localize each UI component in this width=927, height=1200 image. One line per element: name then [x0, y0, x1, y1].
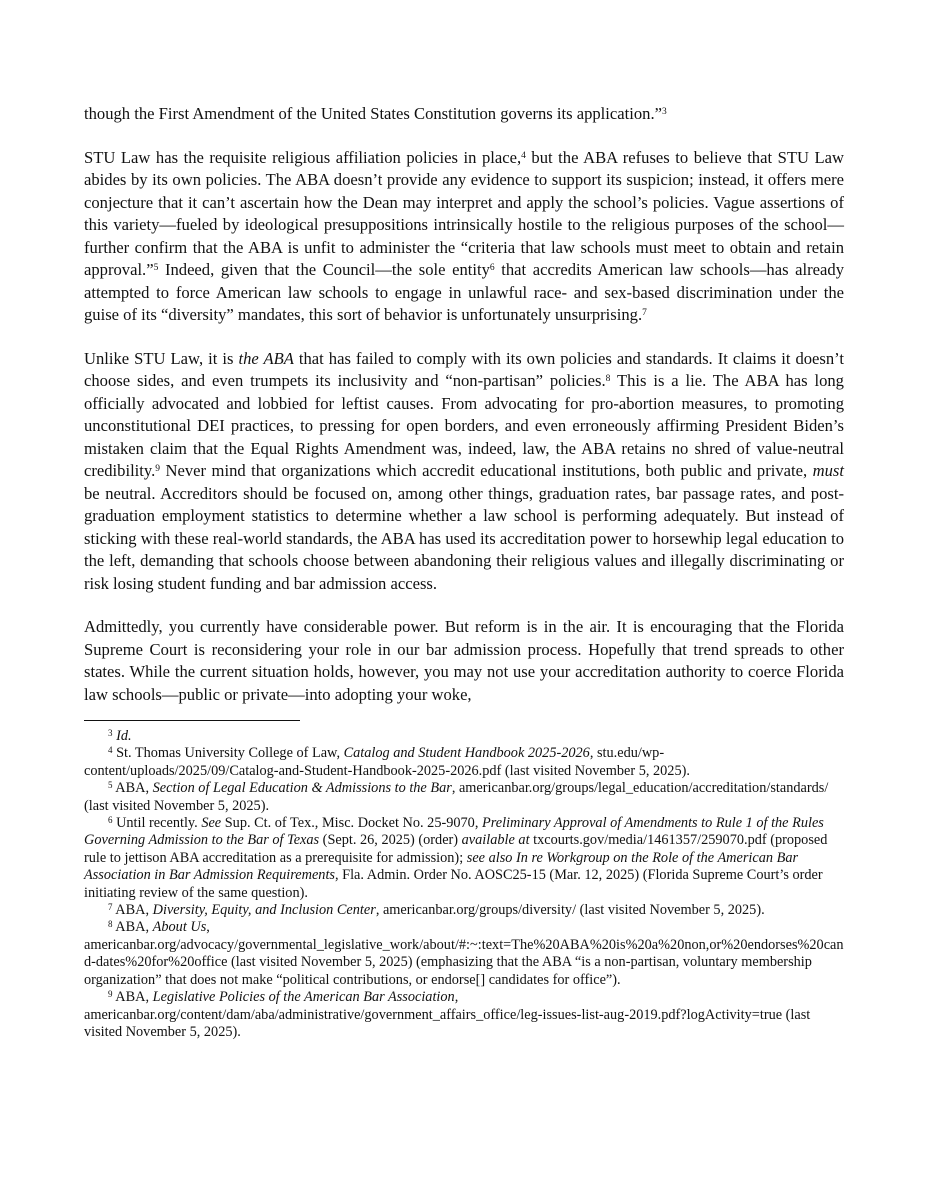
- italic-text: Diversity, Equity, and Inclusion Center: [152, 902, 376, 919]
- text-run: STU Law has the requisite religious affiliation policies in place,: [84, 147, 522, 167]
- italic-text: the ABA: [238, 348, 294, 368]
- text-run: , stu.edu/wp-content/uploads/2025/09/Catalog-and-Student-Handbook-2025-2026.pdf (last visited November 5, 2025).: [84, 745, 690, 779]
- italic-text: Catalog and Student Handbook 2025-2026: [343, 745, 590, 762]
- italic-text: see also In re Workgroup on the Role of the American Bar Association in Bar Admission Requirements: [84, 849, 799, 884]
- text-run: , americanbar.org/groups/legal_education/accreditation/standards/ (last visited November 5, 2025).: [84, 780, 829, 814]
- footnotes: [84, 728, 844, 1041]
- body-text: [84, 103, 844, 727]
- italic-text: must: [812, 461, 844, 480]
- text-run: ABA,: [115, 780, 153, 797]
- body-paragraph: [84, 348, 844, 596]
- text-run: ABA,: [115, 902, 153, 919]
- text-run: Sup. Ct. of Tex., Misc. Docket No. 25-9070,: [221, 815, 482, 832]
- text-run: (Sept. 26, 2025) (order): [319, 832, 462, 849]
- text-run: , americanbar.org/content/dam/aba/administrative/government_affairs_office/leg-issues-list-aug-2019.pdf?logActivity=true (last visited November 5, 2025).: [84, 989, 811, 1040]
- text-run: though the First Amendment of the United States Constitution governs its application.”: [84, 104, 662, 123]
- footnote-8: [84, 919, 844, 989]
- italic-text: See: [201, 815, 222, 832]
- footnote-number: 5: [108, 780, 113, 791]
- text-run: Never mind that organizations which accredit educational institutions, both public and private,: [160, 461, 813, 480]
- footnote-number: 8: [108, 919, 113, 930]
- footnote-ref: 7: [642, 308, 647, 318]
- footnote-ref: 5: [153, 263, 159, 273]
- footnote-ref: 4: [521, 150, 526, 161]
- body-paragraph: [84, 103, 844, 126]
- footnote-ref: 8: [605, 374, 611, 384]
- text-run: , americanbar.org/advocacy/governmental_legislative_work/about/#:~:text=The%20ABA%20is%20a%20non,or%20endorses%20cand-dates%20for%20office (last visited November 5, 2025) (emphasizing that the ABA “is a non-partisan, voluntary membership organization” that does not make “political contributions, or endorse[] candidates for office”).: [84, 919, 844, 988]
- footnote-3: [84, 728, 844, 745]
- footnote-number: 4: [108, 745, 113, 756]
- italic-text: Legislative Policies of the American Bar Association: [152, 989, 455, 1006]
- footnote-number: 3: [108, 728, 113, 738]
- text-run: Admittedly, you currently have considerable power. But reform is in the air. It is encouraging that the Florida Supreme Court is reconsidering your role in our bar admission process. Hopefully that trend spreads to other states. While the current situation holds, however, you may not use your accreditation authority to coerce Florida law schools—public or private—into adopting your woke,: [84, 617, 844, 704]
- text-run: Indeed, given that the Council—the sole entity: [158, 260, 490, 279]
- footnote-4: [84, 745, 844, 780]
- text-run: This is a lie. The ABA has long officially advocated and lobbied for leftist causes. From advocating for pro-abortion measures, to promoting unconstitutional DEI practices, to pressing for open borders, and even erroneously affirming President Biden’s mistaken claim that the Equal Rights Amendment was, indeed, law, the ABA retains no shred of value-neutral credibility.: [84, 371, 844, 480]
- footnote-ref: 9: [155, 464, 161, 474]
- footnote-5: [84, 780, 844, 815]
- text-run: , Fla. Admin. Order No. AOSC25-15 (Mar. 12, 2025) (Florida Supreme Court’s order initiating review of the same question).: [84, 867, 823, 901]
- italic-text: Preliminary Approval of Amendments to Rule 1 of the Rules Governing Admission to the Bar of Texas: [84, 815, 824, 849]
- footnote-ref: 3: [661, 107, 667, 117]
- footnote-ref: 6: [489, 263, 495, 273]
- text-run: be neutral. Accreditors should be focused on, among other things, graduation rates, bar passage rates, and post-graduation employment statistics to determine whether a law school is performing adequately. But instead of sticking with these real-world standards, the ABA has used its accreditation power to horsewhip legal education to the left, demanding that schools choose between abandoning their religious values and illegally discriminating or risk losing student funding and bar admission access.: [84, 483, 844, 593]
- text-run: Unlike STU Law, it is: [84, 348, 239, 368]
- text-run: St. Thomas University College of Law,: [116, 745, 344, 762]
- footnote-7: [84, 902, 844, 919]
- footnote-number: 6: [108, 815, 113, 826]
- italic-text: About Us: [152, 919, 207, 936]
- text-run: that has failed to comply with its own policies and standards. It claims it doesn’t choose sides, and even trumpets its inclusivity and “non-partisan” policies.: [84, 348, 844, 390]
- text-run: but the ABA refuses to believe that STU Law abides by its own policies. The ABA doesn’t provide any evidence to support its suspicion; instead, it offers mere conjecture that it can’t ascertain how the Dean may interpret and apply the school’s policies. Vague assertions of this variety—fueled by ideological presuppositions intrinsically hostile to the religious purposes of the school—further confirm that the ABA is unfit to administer the “criteria that law schools must meet to obtain and retain approval.”: [84, 147, 844, 279]
- footnote-6: [84, 815, 844, 902]
- footnote-number: 9: [108, 989, 113, 1000]
- text-run: ABA,: [115, 989, 153, 1006]
- italic-text: available at: [461, 832, 530, 849]
- text-run: that accredits American law schools—has already attempted to force American law schools to engage in unlawful race- and sex-based discrimination under the guise of its “diversity” mandates, this sort of behavior is unfortunately unsurprising.: [84, 260, 844, 324]
- footnote-9: [84, 989, 844, 1041]
- text-run: ABA,: [115, 919, 153, 936]
- text-run: Until recently.: [116, 815, 202, 832]
- italic-text: Section of Legal Education & Admissions to the Bar: [152, 780, 452, 797]
- footnote-number: 7: [108, 902, 113, 913]
- footnote-separator: [84, 720, 300, 721]
- body-paragraph: [84, 147, 844, 327]
- body-paragraph: [84, 616, 844, 706]
- italic-text: Id.: [116, 728, 132, 744]
- text-run: , americanbar.org/groups/diversity/ (last visited November 5, 2025).: [375, 902, 765, 919]
- text-run: txcourts.gov/media/1461357/259070.pdf (proposed rule to jettison ABA accreditation as a prerequisite for admission);: [84, 832, 828, 866]
